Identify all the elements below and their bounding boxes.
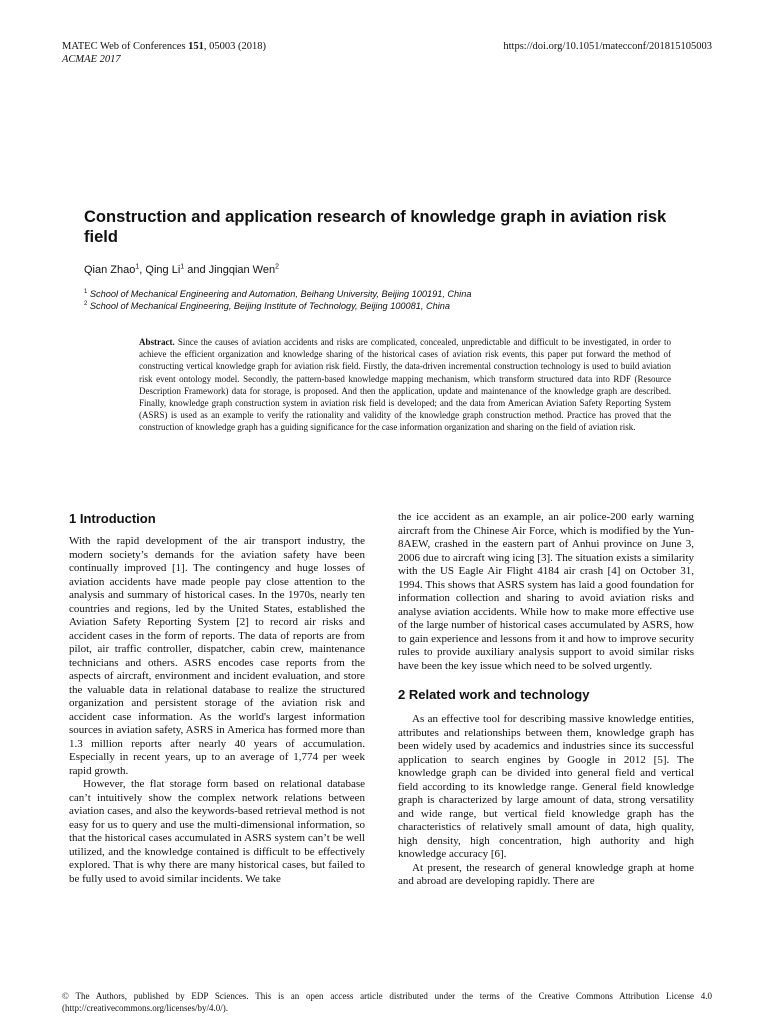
body-paragraph: the ice accident as an example, an air police-200 early warning aircraft from the Chinese Air Force, which is modified by the Yun-8AEW, crashed in the eastern part of Anhui province on June 3, 2006 due to aircraft wing icing [3]. The situation exists a similarity with the US Eagle Air Flight 4184 air crash [4] on October 31, 1994. This shows that ASRS system has laid a good foundation for information collection and sharing to avoid aviation risks and analyse aviation accidents. While how to make more effective use of the large number of historical cases accumulated by ASRS, how to gain experience and lessons from it and how to improve security rules to provide auxiliary analysis support to avoid similar risks have been the key issue which need to be solved urgently. (398, 511, 694, 672)
section-heading-introduction: 1 Introduction (69, 511, 156, 526)
body-paragraph: However, the flat storage form based on relational database can’t intuitively show the complex network relations between aviation cases, and also the keywords-based retrieval method is not easy for us to query and use the multi-dimensional information, so that the historical cases accumulated in ASRS system can’t be well utilized, and the knowledge contained is difficult to be effectively explored. That is why there are many historical cases, but failed to be fully used to avoid similar incidents. We take (69, 778, 365, 885)
volume-number: 151 (188, 41, 204, 52)
running-header-left (62, 40, 266, 66)
author-name: Qing Li (145, 264, 181, 276)
section-heading-related-work: 2 Related work and technology (398, 687, 590, 702)
affiliation-line: $^2$ School of Mechanical Engineering, Beijing Institute of Technology, Beijing 100081, China (84, 300, 450, 311)
author-list: Qian Zhao$^1$, Qing Li$^1$ and Jingqian Wen$^2$ (84, 263, 279, 276)
license-footer: © The Authors, published by EDP Sciences. This is an open access article distributed under the terms of the Creative Commons Attribution License 4.0 (http://creativecommons.org/licenses/by/4.0/). (62, 991, 712, 1013)
body-paragraph: At present, the research of general knowledge graph at home and abroad are developing rapidly. There are (398, 861, 694, 887)
abstract-label: Abstract. (139, 337, 175, 347)
right-column (398, 511, 694, 889)
doi-link[interactable]: https://doi.org/10.1051/matecconf/201815105003 (503, 41, 712, 52)
left-column (69, 511, 365, 886)
body-paragraph: With the rapid development of the air transport industry, the modern society’s demands for the aviation safety have been continually improved [1]. The contingency and huge losses of aviation accidents have made people pay close attention to the analysis and summary of historical cases. In the 1970s, nearly ten countries and regions, led by the United States, established the Aviation Safety Reporting System [2] to record air risks and accident cases in the form of reports. The data of reports are from pilot, air traffic controller, dispatcher, cabin crew, maintenance technicians and others. ASRS encodes case reports from the aspects of aircraft, environment and incident evaluation, and store the valuable data in relational database to realize the structured organization and persistent storage of the aviation risk and accident case information. As the world's largest information sources in aviation safety, ASRS in America has formed more than 1.3 million reports after nearly 40 years of accumulation. Especially in recent years, up to an average of 1,774 per week rapid growth. (69, 535, 365, 777)
author-affiliation-mark: 2 (275, 263, 279, 271)
paper-title: Construction and application research of knowledge graph in aviation risk field (84, 208, 667, 246)
abstract-body: Since the causes of aviation accidents and risks are complicated, concealed, unpredictable and difficult to be investigated, in order to achieve the efficient organization and knowledge sharing of the historical cases of aviation risk events, this paper put forward the method of constructing vertical knowledge graph for aviation risk field. Firstly, the data-driven incremental construction technology is used to build aviation risk event ontology model. Secondly, the pattern-based knowledge mapping mechanism, which transform structured data into RDF (Resource Description Framework) data for storage, is proposed. And then the application, update and maintenance of the knowledge graph are described. Finally, knowledge graph construction system in aviation risk field is developed; and the data from American Aviation Safety Reporting System (ASRS) is used as an example to verify the rationality and validity of the knowledge graph construction method. Practice has proved that the construction of knowledge graph has a guiding significance for the case information organization and sharing on the field of aviation risk. (139, 337, 671, 433)
author-name: Jingqian Wen (208, 264, 276, 276)
affiliation-line: $^1$ School of Mechanical Engineering and Automation, Beihang University, Beijing 100191, China (84, 288, 472, 299)
conference-subtitle: ACMAE 2017 (62, 54, 121, 65)
author-affiliation-mark: 1 (135, 263, 140, 271)
author-name: Qian Zhao (84, 264, 136, 276)
abstract (139, 336, 671, 434)
author-affiliation-mark: 1 (180, 263, 185, 271)
affiliations (84, 289, 684, 312)
conference-citation: MATEC Web of Conferences 151, 05003 (2018) (62, 41, 266, 52)
body-paragraph: As an effective tool for describing massive knowledge entities, attributes and relationships between them, knowledge graph has been widely used by academics and industries since its successful application to search engines by Google in 2012 [5]. The knowledge graph can be divided into general field and vertical field according to its knowledge range. General field knowledge graph is characterized by large amount of data, strong versatility and wide range, but vertical field knowledge graph has the characteristics of relatively small amount of data, high quality, high density, high concentration, high authority and high knowledge accuracy [6]. (398, 713, 694, 860)
